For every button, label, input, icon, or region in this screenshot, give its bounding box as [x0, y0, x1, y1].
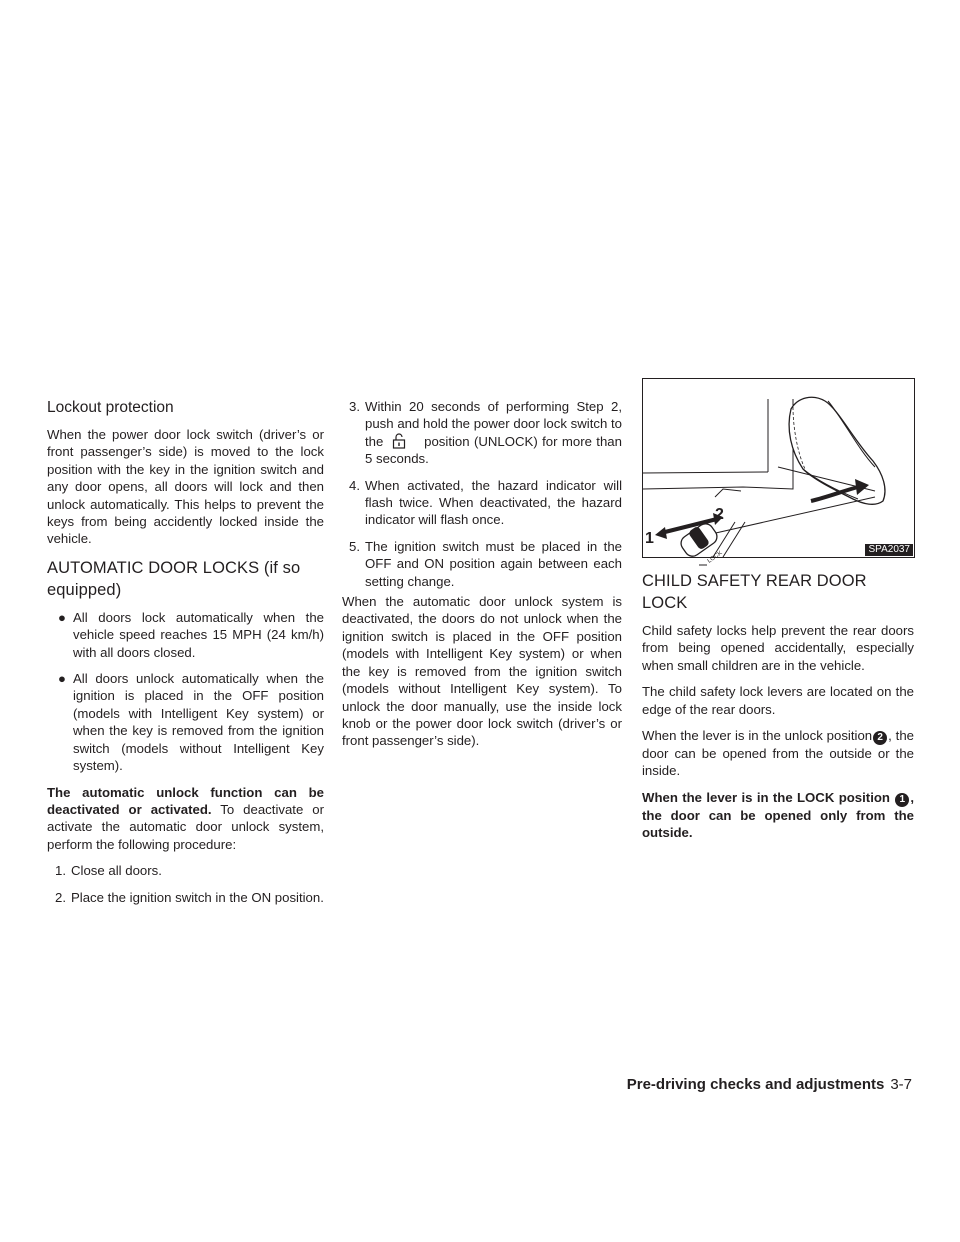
step-text: When activated, the hazard indicator will flash twice. When deactivated, the hazard indicator will flash once. — [365, 477, 622, 528]
lockout-protection-heading: Lockout protection — [47, 399, 174, 416]
page-number: 3-7 — [890, 1076, 912, 1093]
child-safety-paragraph-2: The child safety lock levers are located on the edge of the rear doors. — [642, 684, 914, 717]
child-safety-paragraph-1: Child safety locks help prevent the rear doors from being opened accidentally, especially when small children are in the vehicle. — [642, 623, 914, 673]
bullet-icon: ● — [58, 671, 66, 687]
child-safety-paragraph-3 — [642, 727, 914, 780]
step-text: The ignition switch must be placed in the OFF and ON position again between each setting change. — [365, 538, 622, 589]
page-footer — [620, 1075, 912, 1095]
para4-lead: When the lever is in the LOCK position — [642, 789, 890, 805]
bullet-text: All doors unlock automatically when the ignition is placed in the OFF position (models with Intelligent Key system) or when the key is removed from the ignition switch (models without Intelligent Key system). — [73, 671, 324, 774]
step-text: Close all doors. — [71, 863, 162, 879]
deactivate-paragraph — [47, 784, 324, 854]
list-item — [47, 889, 324, 906]
list-item — [342, 538, 622, 590]
bullet-icon: ● — [58, 609, 66, 625]
step-number: 2. — [55, 889, 66, 905]
door-illustration — [643, 379, 914, 565]
para3-rest: , the door can be opened from the outside or the inside. — [642, 728, 914, 779]
column-1 — [47, 398, 324, 915]
list-item — [47, 862, 324, 879]
para3-lead: When the lever is in the unlock position — [642, 728, 873, 744]
list-item — [47, 609, 324, 661]
deactivate-rest: To deactivate or activate the automatic door unlock system, perform the following procedure: — [47, 801, 324, 852]
procedure-steps-list — [47, 862, 324, 906]
column-2 — [342, 398, 622, 759]
child-safety-lock-figure — [642, 378, 915, 565]
procedure-steps-continued — [342, 398, 622, 590]
para4-rest: , the door can be opened only from the outside. — [642, 789, 914, 841]
step-number: 3. — [349, 399, 360, 414]
deactivated-explanation-paragraph: When the automatic door unlock system is deactivated, the doors do not unlock when the ignition switch is placed in the OFF position (models with Intelligent Key system) or when the key is removed from the ignition switch (models without Intelligent Key system). To unlock the door manually, use the inside lock knob or the power door lock switch (driver’s or front passenger’s side). — [342, 594, 622, 749]
step-number: 5. — [349, 538, 360, 554]
list-item — [47, 670, 324, 774]
list-item — [342, 398, 622, 468]
lockout-protection-paragraph: When the power door lock switch (driver’s or front passenger’s side) is moved to the lock position with the key in the ignition switch and any door opens, all doors will lock and then unlock automatically. This helps to prevent the keys from being accidently locked inside the vehicle. — [47, 427, 324, 547]
step-number: 4. — [349, 477, 360, 493]
footer-section-title: Pre-driving checks and adjustments — [626, 1076, 885, 1093]
list-item — [342, 477, 622, 529]
deactivate-bold-lead: The automatic unlock function can be deactivated or activated. — [47, 784, 324, 817]
automatic-door-locks-heading: AUTOMATIC DOOR LOCKS (if so equipped) — [47, 558, 301, 599]
step-text-continued: position (UNLOCK) for more than 5 seconds. — [365, 433, 622, 467]
step-text: Within 20 seconds of performing Step 2, push and hold the power door lock switch to the — [365, 399, 622, 449]
callout-2-icon: 2 — [873, 731, 887, 745]
callout-2: 2 — [715, 506, 724, 523]
unlock-key-icon — [392, 433, 406, 449]
bullet-text: All doors lock automatically when the vehicle speed reaches 15 MPH (24 km/h) with all doors closed. — [73, 609, 324, 660]
child-safety-paragraph-4 — [642, 789, 914, 842]
bullet-list — [47, 609, 324, 775]
lock-label: LOCK — [706, 550, 724, 565]
child-safety-heading: CHILD SAFETY REAR DOOR LOCK — [642, 572, 867, 612]
figure-code: SPA2037 — [865, 544, 913, 556]
callout-1-icon: 1 — [895, 793, 909, 807]
step-text: Place the ignition switch in the ON position. — [71, 889, 324, 905]
column-3 — [642, 398, 914, 851]
step-number: 1. — [55, 863, 66, 879]
callout-1: 1 — [645, 530, 654, 547]
